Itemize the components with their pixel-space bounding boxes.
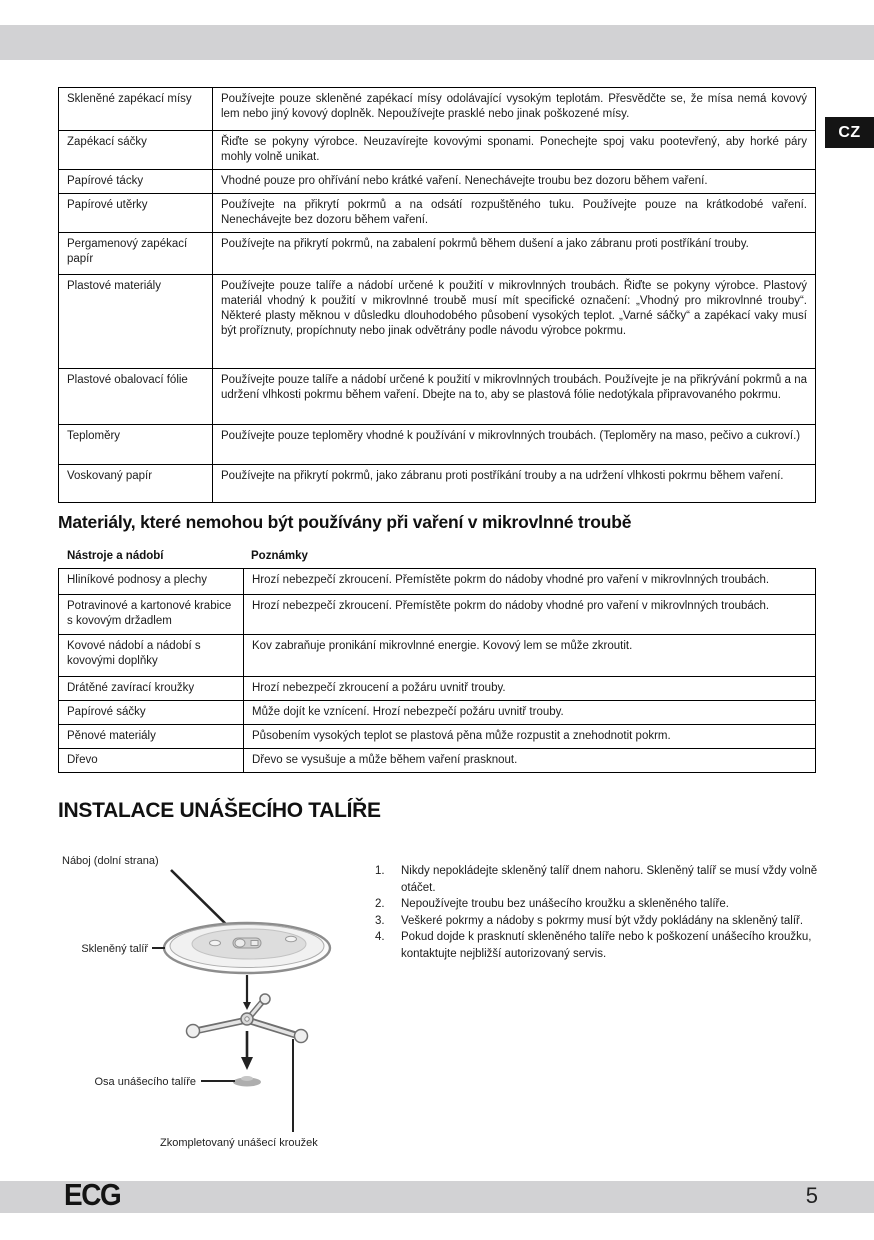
note-cell: Působením vysokých teplot se plastová pěna může rozpustit a znehodnotit pokrm. [244,725,816,749]
note-cell: Může dojít ke vznícení. Hrozí nebezpečí požáru uvnitř trouby. [244,701,816,725]
installation-instructions-list [375,863,827,962]
note-cell: Používejte pouze skleněné zapékací mísy odolávající vysokým teplotám. Přesvědčte se, že mísa nemá kovový lem nebo jiný kovový doplněk. Nepoužívejte prasklé nebo jinak poškozené mísy. [213,88,816,131]
turntable-axis-icon [233,1076,261,1087]
table-row [59,275,816,369]
note-cell: Řiďte se pokyny výrobce. Neuzavírejte kovovými sponami. Ponechejte spoj vaku pootevřený, aby horké páry mohly volně unikat. [213,131,816,170]
note-cell: Kov zabraňuje pronikání mikrovlnné energie. Kovový lem se může zkroutit. [244,635,816,677]
diagram-label-axis: Osa unášecího talíře [94,1076,196,1088]
column-header-tools: Nástroje a nádobí [67,550,164,562]
column-header-notes: Poznámky [251,550,308,562]
table-row [59,725,816,749]
list-item-text: Nikdy nepokládejte skleněný talíř dnem nahoru. Skleněný talíř se musí vždy volně otáčet. [401,865,818,894]
list-item-number: 1. [375,865,385,877]
utensils-table [58,87,816,503]
list-item-text: Pokud dojde k prasknutí skleněného talíře nebo k poškození unášecího kroužku, kontaktujte nejbližší autorizovaný servis. [401,931,812,960]
table-row [59,569,816,595]
note-cell: Používejte pouze talíře a nádobí určené k použití v mikrovlnných troubách. Používejte je na přikrývání pokrmů a na udržení vlhkosti pokrmu během vaření. Dbejte na to, aby se plastová fólie nedotýkala připravovaného pokrmu. [213,369,816,425]
top-divider-bar [0,25,874,60]
list-item [375,863,827,896]
turntable-illustration [55,848,385,1160]
diagram-label-glass-tray: Skleněný talíř [81,943,148,955]
note-cell: Hrozí nebezpečí zkroucení. Přemístěte pokrm do nádoby vhodné pro vaření v mikrovlnných troubách. [244,569,816,595]
note-cell: Hrozí nebezpečí zkroucení a požáru uvnitř trouby. [244,677,816,701]
section-heading-turntable-installation: INSTALACE UNÁŠECÍHO TALÍŘE [58,799,381,822]
tool-cell: Teploměry [59,425,213,465]
note-cell: Používejte na přikrytí pokrmů, na zabalení pokrmů během dušení a jako zábranu proti postříkání trouby. [213,233,816,275]
note-cell: Používejte pouze teploměry vhodné k používání v mikrovlnných troubách. (Teploměry na maso, pečivo a cukroví.) [213,425,816,465]
tool-cell: Plastové obalovací fólie [59,369,213,425]
table-row [59,425,816,465]
tool-cell: Kovové nádobí a nádobí s kovovými doplňky [59,635,244,677]
arrow-down-icon [243,975,251,1010]
table-row [59,233,816,275]
list-item-number: 3. [375,914,385,927]
table-row [59,131,816,170]
tool-cell: Plastové materiály [59,275,213,369]
table-row [59,194,816,233]
glass-tray-icon [164,923,330,973]
list-item-text: Veškeré pokrmy a nádoby s pokrmy musí být vždy pokládány na skleněný talíř. [401,914,804,927]
list-item [375,929,827,962]
tool-cell: Papírové sáčky [59,701,244,725]
note-cell: Vhodné pouze pro ohřívání nebo krátké vaření. Nenechávejte troubu bez dozoru během vaření. [213,170,816,194]
footer-bar [0,1181,874,1213]
tool-cell: Drátěné zavírací kroužky [59,677,244,701]
note-cell: Používejte pouze talíře a nádobí určené k použití v mikrovlnných troubách. Řiďte se pokyny výrobce. Plastový materiál vhodný k použití v mikrovlnné troubě musí mít specifické označení: „Vhodný pro mikrovlnné trouby“. Některé plasty měknou v důsledku dlouhodobého působení vysokých teplot. „Varné sáčky“ a zapékací vaky musí být proříznuty, propíchnuty nebo jinak odvětrány podle návodu výrobce pokrmu. [213,275,816,369]
tool-cell: Hliníkové podnosy a plechy [59,569,244,595]
table-row [59,595,816,635]
table-row [59,369,816,425]
tool-cell: Pěnové materiály [59,725,244,749]
page-number: 5 [805,1183,818,1208]
tool-cell: Papírové utěrky [59,194,213,233]
table-row [59,701,816,725]
note-cell: Používejte na přikrytí pokrmů, jako zábranu proti postříkání trouby a na udržení vlhkosti pokrmu během vaření. [213,465,816,503]
diagram-label-roller-ring: Zkompletovaný unášecí kroužek [160,1137,318,1149]
tool-cell: Papírové tácky [59,170,213,194]
tool-cell: Pergamenový zapékací papír [59,233,213,275]
table-row [59,749,816,773]
forbidden-materials-table [58,568,816,773]
list-item-text: Nepoužívejte troubu bez unášecího kroužku a skleněného talíře. [401,898,729,910]
table-row [59,88,816,131]
list-item-number: 4. [375,931,385,943]
tool-cell: Dřevo [59,749,244,773]
arrow-down-icon [241,1031,253,1070]
tool-cell: Voskovaný papír [59,465,213,503]
forbidden-table-headers [58,550,816,566]
list-item [375,913,827,930]
table-row [59,465,816,503]
note-cell: Hrozí nebezpečí zkroucení. Přemístěte pokrm do nádoby vhodné pro vaření v mikrovlnných troubách. [244,595,816,635]
tool-cell: Skleněné zapékací mísy [59,88,213,131]
table-row [59,677,816,701]
list-item [375,896,827,913]
note-cell: Dřevo se vysušuje a může během vaření prasknout. [244,749,816,773]
tool-cell: Potravinové a kartonové krabice s kovovým držadlem [59,595,244,635]
turntable-diagram [55,848,385,1160]
language-tab-cz: CZ [825,117,874,148]
tool-cell: Zapékací sáčky [59,131,213,170]
diagram-label-hub: Náboj (dolní strana) [62,855,159,867]
list-item-number: 2. [375,898,385,910]
ecg-logo: ECG [64,1177,121,1212]
table-row [59,170,816,194]
section-heading-forbidden-materials: Materiály, které nemohou být používány při vaření v mikrovlnné troubě [58,512,632,532]
table-row [59,635,816,677]
note-cell: Používejte na přikrytí pokrmů a na odsátí rozpuštěného tuku. Používejte pouze na krátkodobé vaření. Nenechávejte bez dozoru během vaření. [213,194,816,233]
